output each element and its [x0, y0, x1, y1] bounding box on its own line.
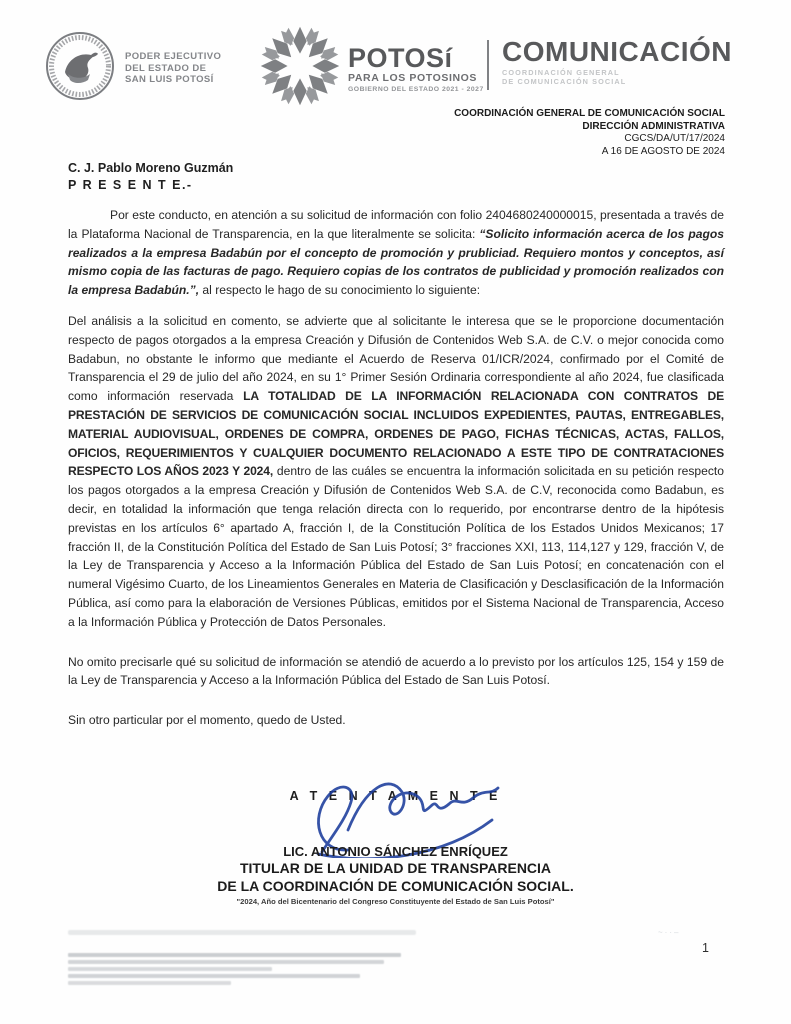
- signatory-block: [0, 843, 791, 906]
- signatory-title-line1: TITULAR DE LA UNIDAD DE TRANSPARENCIA: [239, 860, 552, 876]
- fine-print-line: [68, 967, 272, 971]
- year-motto: "2024, Año del Bicentenario del Congreso Constituyente del Estado de San Luis Potosí": [236, 897, 555, 906]
- potosi-logo-subtitle: PARA LOS POTOSINOS: [348, 71, 478, 84]
- paragraph-analysis: Del análisis a la solicitud en comento, se advierte que al solicitante le interesa que se le proporcione documentación respecto de pagos otorgados a la empresa Creación y Difusión de Contenidos Web S.A. de C.V. o mejor conocida como Badabun, no obstante le informo que mediante el Acuerdo de Reserva 01/ICR/2024, confirmado por el Comité de Transparencia el 29 de julio del año 2024, en su 1° Primer Sesión Ordinaria correspondiente al año 2024, fue clasificada como información reservada LA TOTALIDAD DE LA INFORMACIÓN RELACIONADA CON CONTRATOS DE PRESTACIÓN DE SERVICIOS DE COMUNICACIÓN SOCIAL INCLUIDOS EXPEDIENTES, PAUTAS, ENTREGABLES, MATERIAL AUDIOVISUAL, ORDENES DE COMPRA, ORDENES DE PAGO, FICHAS TÉCNICAS, ACTAS, FALLOS, OFICIOS, REQUERIMIENTOS Y CUALQUIER DOCUMENTO RELACIONADO A ESTE TIPO DE CONTRATACIONES RESPECTO LOS AÑOS 2023 Y 2024, dentro de las cuáles se encuentra la información solicitada en su petición respecto los pagos otorgados a la empresa Creación y Difusión de Contenidos Web S.A. de C.V, reconocida como Badabun, es decir, en totalidad la información que tenga relación directa con lo requerido, por encontrarse dentro de la hipótesis previstas en los artículos 6° apartado A, fracción I, de la Constitución Política de los Estados Unidos Mexicanos; 17 fracción II, de la Constitución Política del Estado de San Luis Potosí; 3° fracciones XXI, 113, 114,127 y 129, fracción V, de la Ley de Transparencia y Acceso a la Información Pública del Estado de San Luis Potosí; en concatenación con el numeral Vigésimo Cuarto, de los Lineamientos Generales en Materia de Clasificación y Desclasificación de la Información Pública, así como para la elaboración de Versiones Públicas, emitidos por el Sistema Nacional de Transparencia, Acceso a la Información Pública y Protección de Datos Personales.: [68, 313, 725, 629]
- potosi-logo-title: POTOSí: [348, 42, 453, 73]
- addressee-salutation: P R E S E N T E.-: [68, 178, 193, 192]
- seal-caption-line: PODER EJECUTIVO: [125, 51, 222, 63]
- seal-caption: [125, 51, 221, 86]
- potosi-logo-text: [348, 42, 484, 93]
- page-number: 1: [702, 941, 709, 955]
- reference-file-number: CGCS/DA/UT/17/2024: [624, 133, 725, 145]
- comunicacion-title: COMUNICACIÓN: [502, 36, 732, 67]
- header-potosi-logo: [256, 22, 484, 115]
- potosi-flower-logo-icon: [256, 22, 344, 115]
- fine-print-line: [68, 960, 384, 964]
- reference-block: [454, 108, 725, 158]
- closing-atentamente: A T E N T A M E N T E: [289, 789, 502, 803]
- header-comunicacion-logo: [502, 38, 732, 86]
- national-seal-icon: [44, 30, 116, 107]
- paragraph-intro: Por este conducto, en atención a su solicitud de información con folio 2404680240000015, presentada a través de la Plataforma Nacional de Transparencia, en la que literalmente se solicita: “Solicito información acerca de los pagos realizados a la empresa Badabún por el concepto de promoción y prubliciad. Requiero montos y conceptos, así mismo copia de las facturas de pago. Requiero copias de los contratos de publicidad y promoción realizados con la empresa Badabún.”, al respecto le hago de su conocimiento lo siguiente:: [68, 208, 724, 298]
- paragraph-legal-basis: No omito precisarle qué su solicitud de información se atendió de acuerdo a lo previsto por los artículos 125, 154 y 159 de la Ley de Transparencia y Acceso a la Información Pública del Estado de San Luis Potosí.: [68, 654, 724, 688]
- header-divider: [487, 40, 489, 90]
- reference-department: COORDINACIÓN GENERAL DE COMUNICACIÓN SOCIAL: [454, 108, 725, 119]
- fine-print-line: [68, 974, 360, 978]
- fine-print-line: [68, 953, 401, 957]
- faint-pencil-mark: ~··–: [658, 928, 681, 937]
- signatory-title-line2: DE LA COORDINACIÓN DE COMUNICACIÓN SOCIAL.: [217, 877, 574, 894]
- seal-caption-line: DEL ESTADO DE: [125, 62, 207, 74]
- addressee-block: [68, 160, 233, 194]
- paragraph-farewell: Sin otro particular por el momento, quedo de Usted.: [68, 713, 346, 728]
- signatory-name: LIC. ANTONIO SÁNCHEZ ENRÍQUEZ: [283, 844, 508, 859]
- header-left-seal: [44, 30, 221, 107]
- fine-print-line: [68, 981, 231, 985]
- faint-address-line: [68, 930, 416, 935]
- comunicacion-subtitle: COORDINACIÓN GENERAL DE COMUNICACIÓN SOCIAL: [502, 68, 627, 86]
- illegible-fine-print-block: [68, 953, 408, 988]
- reference-date: A 16 DE AGOSTO DE 2024: [601, 145, 725, 157]
- seal-caption-line: SAN LUIS POTOSÍ: [125, 74, 214, 86]
- potosi-logo-tagline: GOBIERNO DEL ESTADO 2021 - 2027: [348, 85, 484, 93]
- reference-direction: DIRECCIÓN ADMINISTRATIVA: [582, 120, 725, 132]
- addressee-name: C. J. Pablo Moreno Guzmán: [68, 161, 234, 175]
- letter-body: [68, 206, 724, 742]
